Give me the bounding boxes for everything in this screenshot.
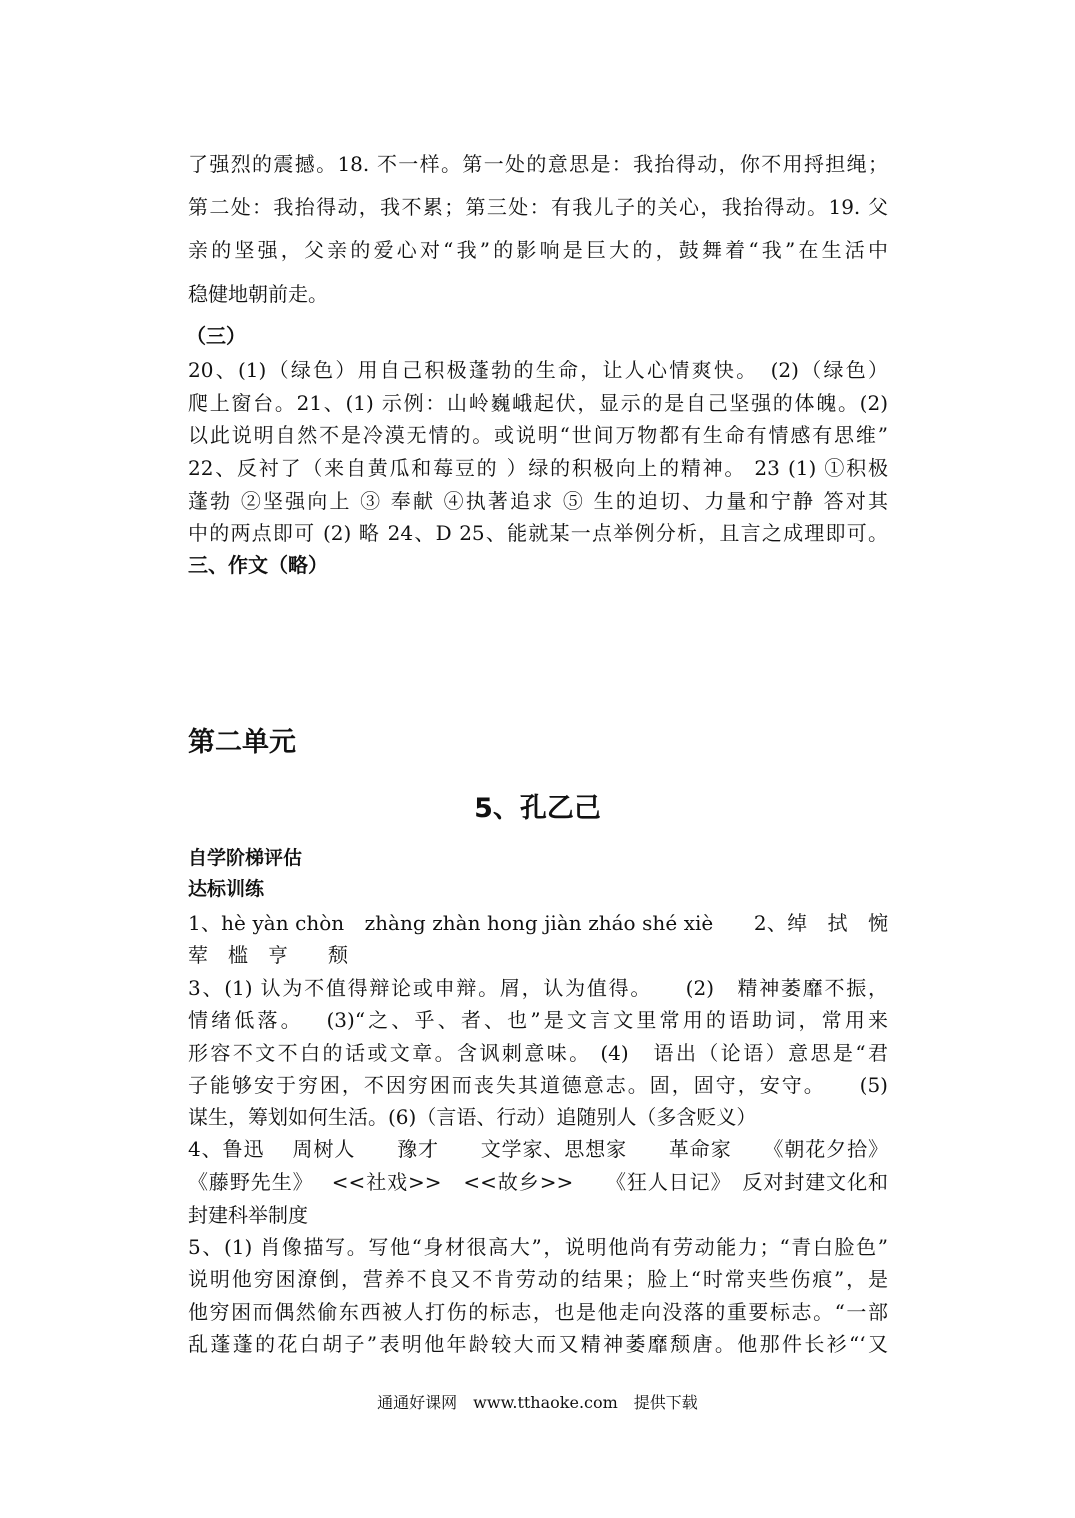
text-line: 说明他穷困潦倒，营养不良又不肯劳动的结果；脸上“时常夹些伤痕”，是 <box>188 1267 888 1291</box>
text-line: 荤 槛 亨 颓 <box>188 943 348 967</box>
text-line: 以此说明自然不是冷漠无情的。或说明“世间万物都有生命有情感有思维” <box>188 423 888 447</box>
text-line: 谋生，筹划如何生活。(6)（言语、行动）追随别人（多含贬义） <box>188 1105 757 1129</box>
text-line: 20、(1)（绿色）用自己积极蓬勃的生命，让人心情爽快。 (2)（绿色） <box>188 358 888 382</box>
text-line: 他穷困而偶然偷东西被人打伤的标志，也是他走向没落的重要标志。“一部 <box>188 1300 888 1324</box>
text-line: 4、鲁迅 周树人 豫才 文学家、思想家 革命家 《朝花夕拾》 <box>188 1137 888 1161</box>
text-line: 了强烈的震撼。18. 不一样。第一处的意思是：我抬得动，你不用捋担绳； <box>188 152 888 176</box>
text-line: 子能够安于穷困，不因穷困而丧失其道德意志。固，固守，安守。 (5) <box>188 1073 888 1097</box>
section-heading-composition: 三、作文（略） <box>188 553 328 577</box>
text-line: 中的两点即可 (2) 略 24、D 25、能就某一点举例分析，且言之成理即可。 <box>188 521 888 545</box>
text-line: 爬上窗台。21、(1) 示例：山岭巍峨起伏，显示的是自己坚强的体魄。(2) <box>188 391 888 415</box>
page-footer: 通通好课网 www.tthaoke.com 提供下载 <box>377 1393 698 1412</box>
text-line: 乱蓬蓬的花白胡子”表明他年龄较大而又精神萎靡颓唐。他那件长衫“‘又 <box>188 1332 888 1356</box>
text-line: 形容不文不白的话或文章。含讽刺意味。 (4) 语出（论语）意思是“君 <box>188 1041 888 1065</box>
text-line: 第二处：我抬得动，我不累；第三处：有我儿子的关心，我抬得动。19. 父 <box>188 195 888 219</box>
text-line: 蓬勃 ②坚强向上 ③ 奉献 ④执著追求 ⑤ 生的迫切、力量和宁静 答对其 <box>188 489 888 513</box>
text-line: 22、反衬了（来自黄瓜和莓豆的 ）绿的积极向上的精神。 23 (1) ①积极 <box>188 456 888 480</box>
text-line: 封建科举制度 <box>188 1203 308 1227</box>
text-line: 亲的坚强，父亲的爱心对“我”的影响是巨大的，鼓舞着“我”在生活中 <box>188 238 888 262</box>
text-line: 情绪低落。 (3)“之、乎、者、也”是文言文里常用的语助词，常用来 <box>188 1008 888 1032</box>
unit-title: 第二单元 <box>188 727 296 758</box>
text-line: 5、(1) 肖像描写。写他“身材很高大”，说明他尚有劳动能力；“青白脸色” <box>188 1235 888 1259</box>
subheading-self-study: 自学阶梯评估 <box>188 847 303 869</box>
text-line: 3、(1) 认为不值得辩论或申辩。屑，认为值得。 (2) 精神萎靡不振， <box>188 976 888 1000</box>
subheading-exercises: 达标训练 <box>188 878 265 900</box>
text-line: 稳健地朝前走。 <box>188 282 328 306</box>
text-line: 1、hè yàn chòn zhàng zhàn hong jiàn zháo shé xiè 2、绰 拭 惋 <box>188 911 888 935</box>
section-marker: （三） <box>186 324 246 348</box>
lesson-title: 5、孔乙己 <box>474 793 601 824</box>
text-line: 《藤野先生》 <<社戏>> <<故乡>> 《狂人日记》 反对封建文化和 <box>188 1170 888 1194</box>
